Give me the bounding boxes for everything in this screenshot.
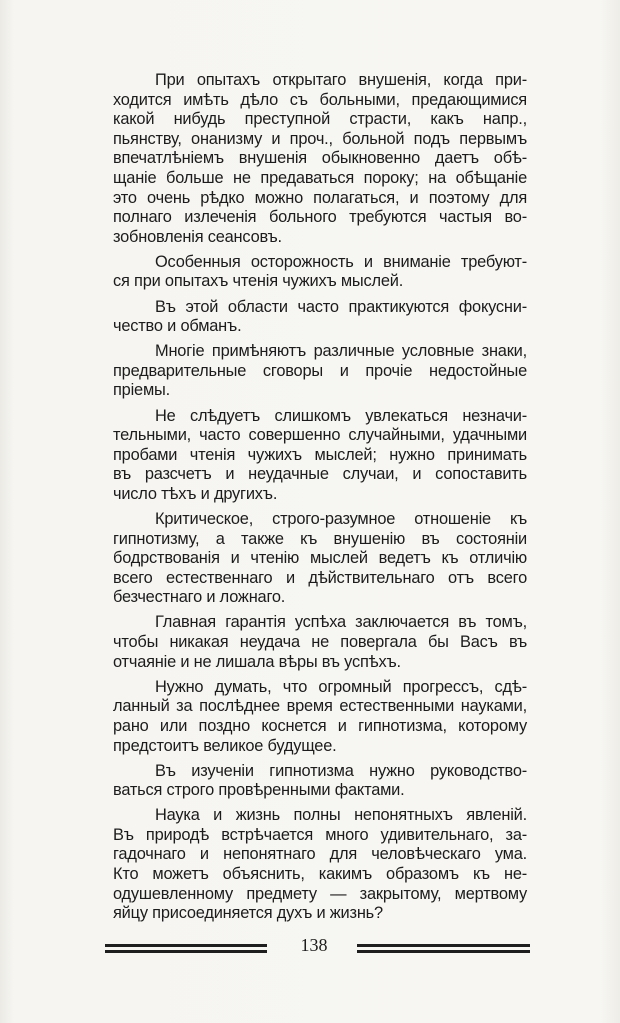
text-line: ваться строго провѣренными фактами. xyxy=(113,781,405,800)
text-line: гадочнаго и непонятнаго для человѣческаго ума. xyxy=(113,845,527,864)
text-line: одушевленному предмету — закрытому, мертвому xyxy=(113,884,527,903)
text-line: отчаяніе и не лишала вѣры въ успѣхъ. xyxy=(113,652,401,671)
paragraph xyxy=(113,806,527,924)
text-line: впечатлѣніемъ внушенія обыкновенно даетъ обѣ- xyxy=(113,149,527,168)
text-line: въ разсчетъ и неудачные случаи, и сопоставить xyxy=(113,465,527,484)
paragraph xyxy=(113,613,527,672)
text-line: чество и обманъ. xyxy=(113,317,242,336)
text-line: предстоитъ великое будущее. xyxy=(113,736,337,755)
paragraph xyxy=(113,71,527,247)
text-line: предварительные сговоры и прочіе недостойные xyxy=(113,361,527,380)
text-line: пріемы. xyxy=(113,381,170,400)
text-line: рано или поздно коснется и гипнотизма, которому xyxy=(113,716,527,735)
text-line: число тѣхъ и другихъ. xyxy=(113,484,278,503)
text-line: Особенныя осторожность и вниманіе требуют- xyxy=(155,252,527,271)
text-line: зобновленія сеансовъ. xyxy=(113,227,282,246)
text-line: пробами чтенія чужихъ мыслей; нужно принимать xyxy=(113,445,527,464)
paragraph xyxy=(113,253,527,292)
paragraph xyxy=(113,342,527,401)
text-line: яйцу присоединяется духъ и жизнь? xyxy=(113,904,383,923)
page-footer xyxy=(105,935,530,965)
text-line: Въ этой области часто практикуются фокусни- xyxy=(155,297,527,316)
paragraph xyxy=(113,678,527,756)
text-line: гипнотизму, а также къ внушенію въ состояніи xyxy=(113,529,527,548)
text-line: ходится имѣть дѣло съ больными, предающимися xyxy=(113,90,527,109)
footer-rule-right xyxy=(357,944,530,953)
text-line: бодрствованія и чтенію мыслей ведетъ къ отличію xyxy=(113,549,527,568)
text-line: Наука и жизнь полны непонятныхъ явленій. xyxy=(155,806,527,825)
text-line: безчестнаго и ложнаго. xyxy=(113,588,286,607)
text-line: Въ природѣ встрѣчается много удивительнаго, за- xyxy=(113,825,527,844)
paragraph xyxy=(113,407,527,505)
body-text xyxy=(113,71,527,929)
paragraph xyxy=(113,510,527,608)
text-line: При опытахъ открытаго внушенія, когда при- xyxy=(155,71,527,89)
text-line: пьянству, онанизму и проч., больной подъ первымъ xyxy=(113,129,527,148)
text-line: Многіе примѣняютъ различные условные знаки, xyxy=(155,342,527,361)
text-line: полнаго излеченія больного требуются частыя во- xyxy=(113,208,527,227)
text-line: это очень рѣдко можно полагаться, и поэтому для xyxy=(113,188,527,207)
text-line: ланный за послѣднее время естественными науками, xyxy=(113,697,527,716)
text-line: Критическое, строго-разумное отношеніе къ xyxy=(155,509,527,528)
text-line: щаніе больше не предаваться пороку; на обѣщаніе xyxy=(113,168,527,187)
page-number: 138 xyxy=(300,935,328,955)
text-line: всего естественнаго и дѣйствительнаго отъ всего xyxy=(113,568,527,587)
text-line: Нужно думать, что огромный прогрессъ, сдѣ- xyxy=(155,677,527,696)
text-line: Въ изученіи гипнотизма нужно руководство- xyxy=(155,761,527,780)
text-line: Кто можетъ объяснить, какимъ образомъ къ не- xyxy=(113,865,527,884)
paragraph xyxy=(113,298,527,337)
text-line: чтобы никакая неудача не повергала бы Васъ въ xyxy=(113,633,527,652)
text-line: какой нибудь преступной страсти, какъ напр., xyxy=(113,110,527,129)
text-line: тельными, часто совершенно случайными, удачными xyxy=(113,426,527,445)
text-line: ся при опытахъ чтенія чужихъ мыслей. xyxy=(113,272,404,291)
text-line: Главная гарантія успѣха заключается въ томъ, xyxy=(155,613,527,632)
text-line: Не слѣдуетъ слишкомъ увлекаться незначи- xyxy=(155,406,527,425)
paragraph xyxy=(113,762,527,801)
footer-rule-left xyxy=(105,944,267,953)
